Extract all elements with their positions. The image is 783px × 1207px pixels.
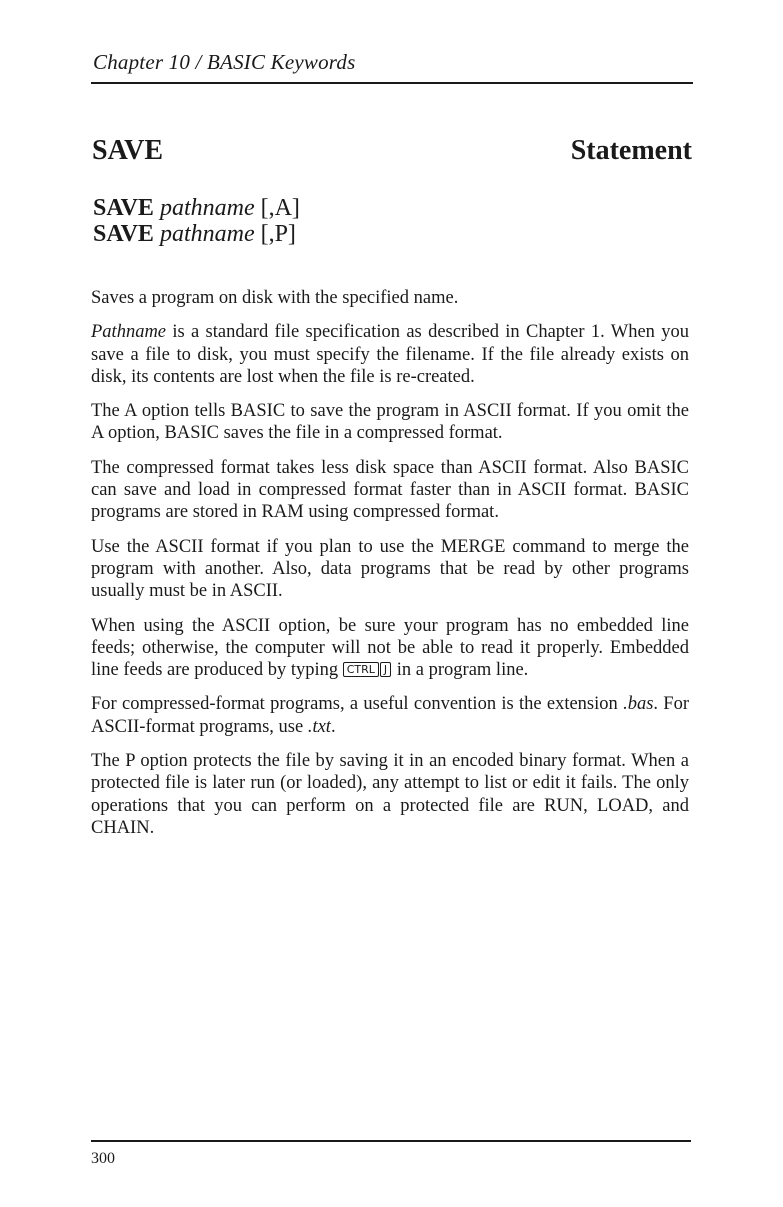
syntax-line <box>93 195 300 221</box>
paragraph-text: . <box>330 716 336 737</box>
paragraph-text: When using the ASCII option, be sure your program has no embedded line feeds; otherwise, the computer will not be able to read it properly. Embedded line feeds are produced by typing <box>91 615 689 681</box>
ctrl-key-icon: CTRL <box>343 662 379 677</box>
syntax-keyword: SAVE <box>93 195 154 221</box>
paragraph: The compressed format takes less disk space than ASCII format. Also BASIC can save and load in compressed format faster than in ASCII format. BASIC programs are stored in RAM using compressed format. <box>91 457 689 523</box>
syntax-argument: pathname <box>159 195 255 221</box>
j-key-icon: J <box>380 662 391 677</box>
header-rule <box>91 82 693 84</box>
keyword-type: Statement <box>570 135 692 166</box>
syntax-option: [,P] <box>260 221 296 247</box>
description-body <box>91 287 689 851</box>
paragraph: Saves a program on disk with the specified name. <box>91 288 459 308</box>
paragraph-text: For compressed-format programs, a useful convention is the extension <box>91 694 624 715</box>
entry-title-row <box>92 135 692 175</box>
paragraph-text: in a program line. <box>392 660 529 681</box>
paragraph: Use the ASCII format if you plan to use the MERGE command to merge the program with another. Also, data programs that be read by other programs usually must be in ASCII. <box>91 536 689 602</box>
paragraph-text: is a standard file specification as described in Chapter 1. When you save a file to disk, you must specify the filename. If the file already exists on disk, its contents are lost when the file is re-created. <box>91 322 689 387</box>
keyword-title: SAVE <box>92 135 164 166</box>
running-head: Chapter 10 / BASIC Keywords <box>93 50 356 74</box>
term-pathname: Pathname <box>91 322 167 343</box>
footer-rule <box>91 1140 691 1142</box>
paragraph <box>91 321 689 388</box>
syntax-argument: pathname <box>159 221 255 247</box>
syntax-line <box>93 221 300 247</box>
paragraph: The P option protects the file by saving it in an encoded binary format. When a protected file is later run (or loaded), any attempt to list or edit it fails. The only operations that you can perform on a protected file are RUN, LOAD, and CHAIN. <box>91 751 689 838</box>
extension-bas: .bas <box>623 694 654 715</box>
syntax-option: [,A] <box>260 195 300 221</box>
paragraph <box>91 615 689 682</box>
syntax-block <box>93 195 300 247</box>
paragraph <box>91 693 689 738</box>
paragraph: The A option tells BASIC to save the program in ASCII format. If you omit the A option, BASIC saves the file in a compressed format. <box>91 401 689 444</box>
page-number: 300 <box>91 1150 115 1167</box>
paragraph-text: . For ASCII-format programs, use <box>91 694 690 737</box>
syntax-keyword: SAVE <box>93 221 154 247</box>
extension-txt: .txt <box>307 716 331 737</box>
